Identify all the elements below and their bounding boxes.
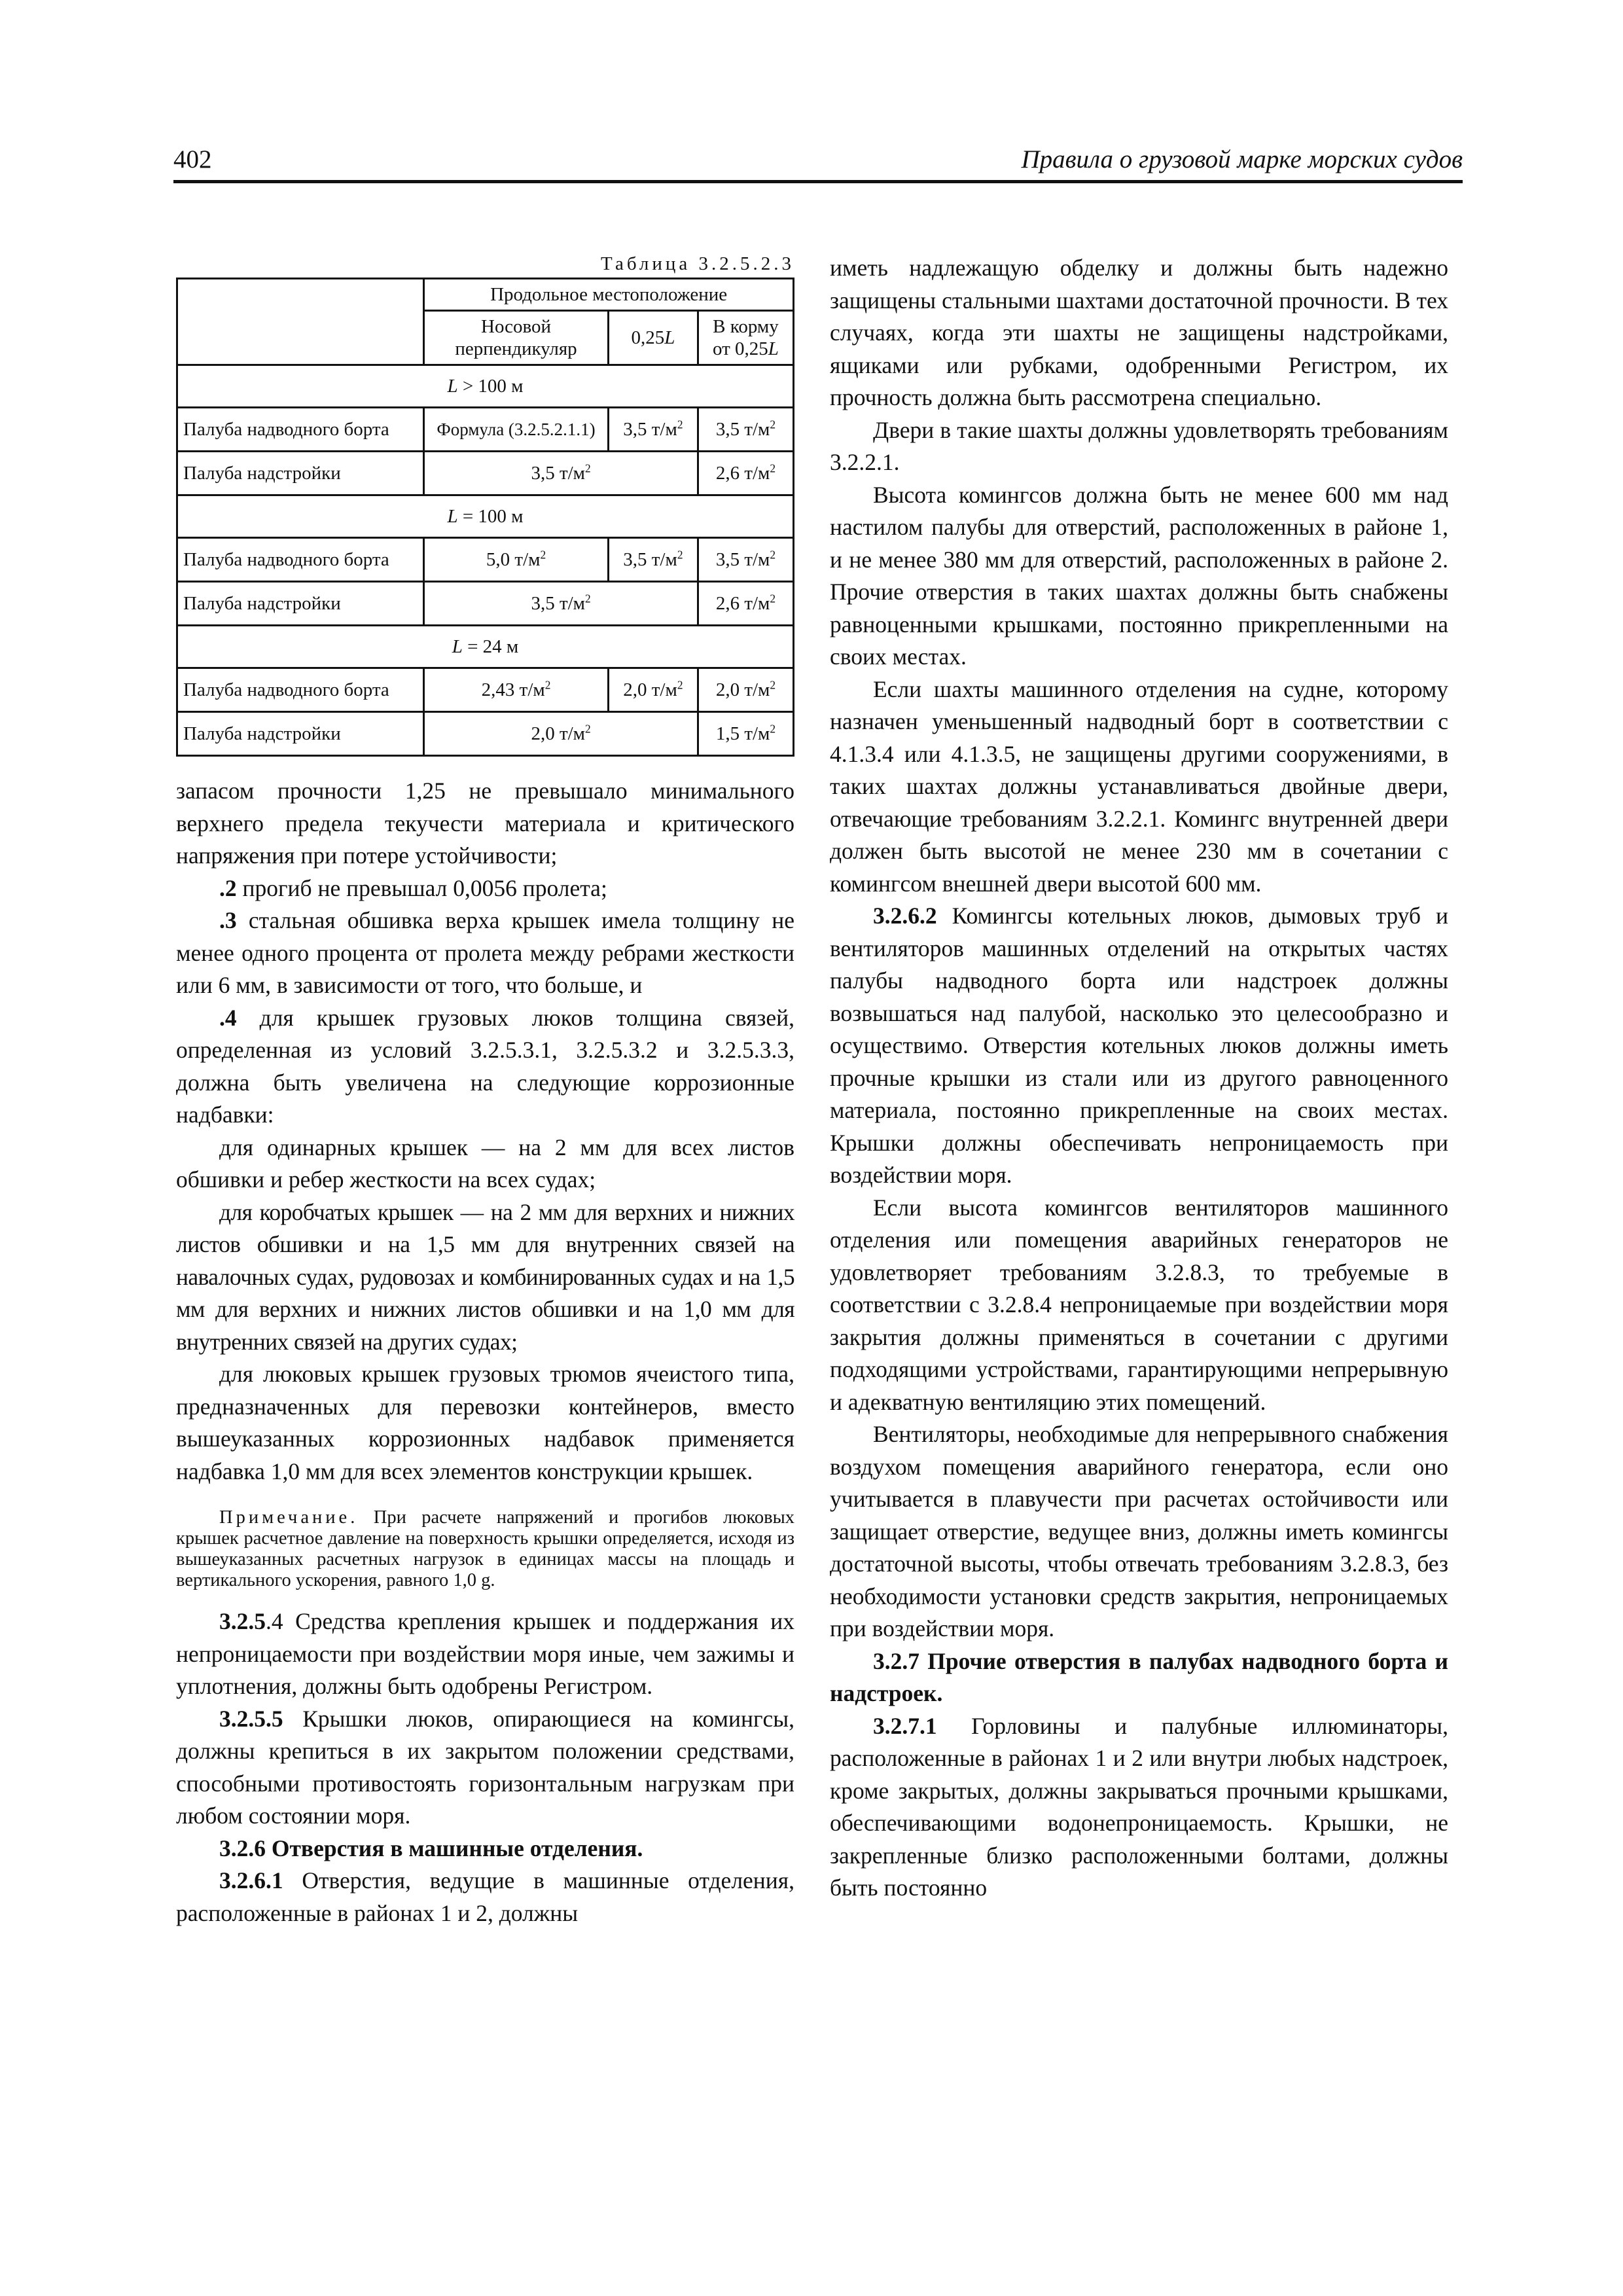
table-cell: 2,6 $т/м^2$ [698, 452, 793, 495]
table-cell [698, 408, 793, 452]
table-cell: 2,0 $т/м^2$ [608, 668, 698, 712]
section-number: 3.2.6 [219, 1835, 266, 1861]
table-cell [608, 408, 698, 452]
row-label: Палуба надводного борта [177, 538, 424, 582]
section-number: 3.2.6.1 [219, 1867, 283, 1893]
section-label: L = 24 м [177, 626, 794, 668]
paragraph-text: Отверстия, ведущие в машинные отделения, расположенные в районах 1 и 2, должны [176, 1867, 794, 1926]
table-header-row-1 [177, 279, 794, 311]
paragraph: Двери в такие шахты должны удовлетворять требованиям 3.2.2.1. [830, 416, 1448, 475]
row-label: Палуба надстройки [177, 452, 424, 495]
paragraph [830, 900, 1448, 1192]
cell-value: 3,5 $т/м^2$ [715, 418, 776, 440]
table-cell: 3,5 $т/м^2$ [698, 538, 793, 582]
paragraph: для одинарных крышек — на 2 мм для всех листов обшивки и ребер жесткости на всех судах; [176, 1134, 794, 1193]
paragraph-text: Крышки люков, опирающиеся на комингсы, должны крепиться в их закрытом положении средствами, способными противостоять горизонтальным нагрузкам при любом состоянии моря. [176, 1705, 794, 1829]
paragraph-text: для крышек грузовых люков толщина связей, определенная из условий 3.2.5.3.1, 3.2.5.3.2 и 3.2.5.3.3, должна быть увеличена на следующие коррозионные надбавки: [176, 1004, 794, 1128]
section-band [177, 495, 794, 538]
table-caption: Таблица 3.2.5.2.3 [600, 253, 794, 274]
left-column [176, 252, 794, 1929]
section-label: L > 100 м [177, 365, 794, 408]
cell-value: 3,5 $т/м^2$ [623, 418, 683, 440]
section-number: 3.2.7.1 [873, 1712, 937, 1739]
item-number: .2 [219, 874, 237, 901]
table-row [177, 668, 794, 712]
section-heading [830, 1645, 1448, 1710]
item-number: .4 [219, 1004, 237, 1031]
table-cell: 3,5 $т/м^2$ [608, 538, 698, 582]
section-title: Прочие отверстия в палубах надводного борта и надстроек. [830, 1647, 1448, 1706]
paragraph: Если шахты машинного отделения на судне, которому назначен уменьшенный надводный борт в соответствии с 4.1.3.4 или 4.1.3.5, не защищены другими сооружениями, в таких шахтах должны устанавливаться двойные двери, отвечающие требованиям 3.2.2.1. Комингс внутренней двери должен быть высотой не менее 230 мм в сочетании с комингсом внешней двери высотой 600 мм. [830, 675, 1448, 897]
paragraph: для коробчатых крышек — на 2 мм для верхних и нижних листов обшивки и на 1,5 мм для внутренних связей на навалочных судах, рудовозах и комбинированных судах и на 1,5 мм для верхних и нижних листов обшивки и на 1,0 мм для внутренних связей на других судах; [176, 1198, 794, 1355]
table-row [177, 582, 794, 626]
table-cell-merged: 2,0 $т/м^2$ [424, 712, 698, 756]
section-number: 3.2.5.5 [219, 1705, 283, 1732]
paragraph: запасом прочности 1,25 не превышало минимального верхнего предела текучести материала и критического напряжения при потере устойчивости; [176, 778, 794, 869]
section-number-suffix: .4 [266, 1608, 283, 1634]
note-text: При расчете напряжений и прогибов люковых крышек расчетное давление на поверхность крышки определяется, исходя из вышеуказанных расчетных нагрузок в единицах массы на площадь и вертикального ускорения, равного 1,0 g. [176, 1507, 794, 1590]
table-corner-cell-lower [177, 311, 424, 365]
paragraph [176, 905, 794, 1002]
table-cell: 2,0 $т/м^2$ [698, 668, 793, 712]
paragraph: Высота комингсов должна быть не менее 600 мм над настилом палубы для отверстий, расположенных в районе 1, и не менее 380 мм для отверстий, расположенных в районе 2. Прочие отверстия в таких шахтах должны быть снабжены равноценными крышками, постоянно прикрепленными на своих местах. [830, 481, 1448, 670]
section-number: 3.2.5 [219, 1608, 266, 1634]
col-header-aft: В корму от 0,25L [698, 311, 793, 365]
col-header-mid [608, 311, 698, 365]
paragraph [176, 1002, 794, 1132]
paragraph: Если высота комингсов вентиляторов машинного отделения или помещения аварийных генераторов не удовлетворяет требованиям 3.2.8.3, то требуемые в соответствии с 3.2.8.4 непроницаемые при воздействии моря закрытия должны применяться в сочетании с другими подходящими устройствами, гарантирующими непрерывную и адекватную вентиляцию этих помещений. [830, 1194, 1448, 1415]
table-cell-merged: 3,5 $т/м^2$ [424, 452, 698, 495]
table-header-row-2 [177, 311, 794, 365]
paragraph: Вентиляторы, необходимые для непрерывного снабжения воздухом помещения аварийного генератора, если оно учитывается в плавучести при расчетах остойчивости или защищает отверстие, ведущее вниз, должны иметь комингсы достаточной высоты, чтобы отвечать требованиям 3.2.8.3, без необходимости установки средств закрытия, непроницаемых при воздействии моря. [830, 1421, 1448, 1641]
col-header-bow: Носовой перпендикуляр [424, 311, 609, 365]
section-number: 3.2.7 [873, 1647, 919, 1674]
paragraph [830, 1710, 1448, 1905]
table-row [177, 452, 794, 495]
note-label: Примечание. [219, 1507, 359, 1528]
paragraph-text: Средства крепления крышек и поддержания их непроницаемости при воздействии моря иные, чем зажимы и уплотнения, должны быть одобрены Регистром. [176, 1608, 794, 1699]
paragraph-text: Горловины и палубные иллюминаторы, расположенные в районах 1 и 2 или внутри любых надстроек, кроме закрытых, должны закрываться прочными крышками, обеспечивающими водонепроницаемость. Крышки, не закрепленные близко расположенными болтами, должны быть постоянно [830, 1712, 1448, 1901]
section-label: L = 100 м [177, 495, 794, 538]
table-corner-cell [177, 279, 424, 311]
section-heading [176, 1833, 794, 1865]
section-band [177, 626, 794, 668]
table-row [177, 538, 794, 582]
table-cell: 5,0 $т/м^2$ [424, 538, 609, 582]
running-title: Правила о грузовой марке морских судов [1021, 145, 1463, 173]
group-header: Продольное местоположение [424, 279, 794, 311]
paragraph: иметь надлежащую обделку и должны быть надежно защищены стальными шахтами достаточной прочности. В тех случаях, когда эти шахты не защищены надстройками, ящиками или рубками, одобренными Регистром, их прочность должна быть рассмотрена специально. [830, 255, 1448, 410]
table-cell: 2,43 $т/м^2$ [424, 668, 609, 712]
right-column [830, 252, 1448, 1905]
row-label: Палуба надстройки [177, 582, 424, 626]
table-cell-merged: 3,5 $т/м^2$ [424, 582, 698, 626]
table-cell: Формула (3.2.5.2.1.1) [424, 408, 609, 452]
row-label: Палуба надстройки [177, 712, 424, 756]
paragraph-text: Комингсы котельных люков, дымовых труб и вентиляторов машинных отделений на открытых частях палубы надводного борта или надстроек должны возвышаться над палубой, насколько это целесообразно и осуществимо. Отверстия котельных люков должны иметь прочные крышки из стали или из другого равноценного материала, постоянно прикрепленные на своих местах. Крышки должны обеспечивать непроницаемость при воздействии моря. [830, 903, 1448, 1188]
table-cell: 1,5 $т/м^2$ [698, 712, 793, 756]
paragraph [176, 1605, 794, 1703]
col-header-mid-text: 0,25L [631, 327, 675, 348]
note [176, 1507, 794, 1591]
table-cell: 2,6 $т/м^2$ [698, 582, 793, 626]
row-label: Палуба надводного борта [177, 668, 424, 712]
section-band [177, 365, 794, 408]
table-row [177, 712, 794, 756]
section-title: Отверстия в машинные отделения. [266, 1835, 643, 1861]
load-table [176, 278, 794, 757]
paragraph-text: прогиб не превышал 0,0056 пролета; [236, 874, 607, 901]
paragraph-text: стальная обшивка верха крышек имела толщину не менее одного процента от пролета между ребрами жесткости или 6 мм, в зависимости от того, что больше, и [176, 907, 794, 998]
paragraph [176, 1865, 794, 1929]
page-header [173, 141, 1463, 183]
paragraph [176, 1703, 794, 1833]
item-number: .3 [219, 907, 237, 933]
page-number: 402 [173, 145, 212, 173]
paragraph: для люковых крышек грузовых трюмов ячеистого типа, предназначенных для перевозки контейнеров, вместо вышеуказанных коррозионных надбавок применяется надбавка 1,0 мм для всех элементов конструкции крышек. [176, 1361, 794, 1484]
row-label: Палуба надводного борта [177, 408, 424, 452]
paragraph [176, 872, 794, 905]
section-number: 3.2.6.2 [873, 903, 937, 929]
table-row [177, 408, 794, 452]
